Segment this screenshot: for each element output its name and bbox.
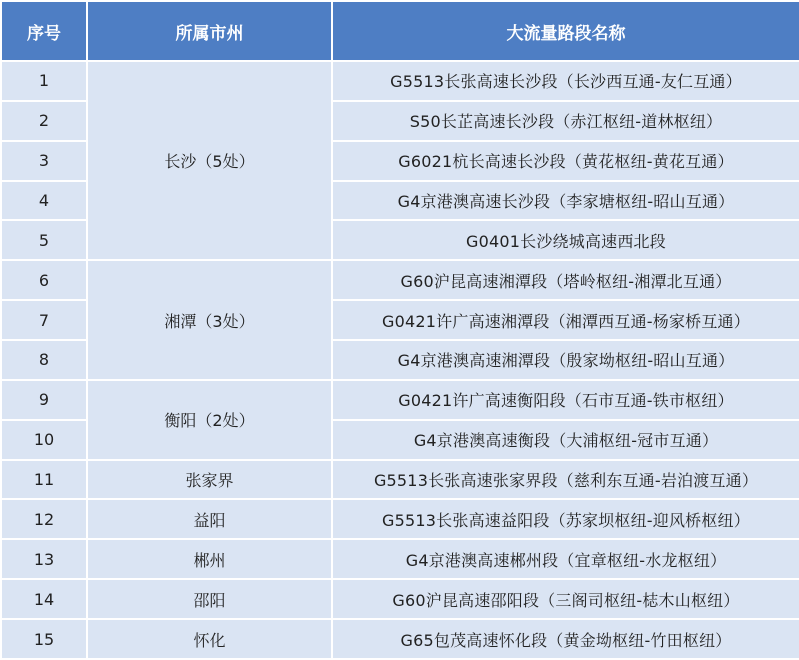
row-number: 12: [1, 499, 87, 539]
route-name: G4京港澳高速长沙段（李家塘枢纽-昭山互通）: [332, 181, 799, 221]
route-name: G4京港澳高速衡段（大浦枢纽-冠市互通）: [332, 420, 799, 460]
route-name: G0401长沙绕城高速西北段: [332, 220, 799, 260]
route-name: G0421许广高速衡阳段（石市互通-铁市枢纽）: [332, 380, 799, 420]
route-name: G0421许广高速湘潭段（湘潭西互通-杨家桥互通）: [332, 300, 799, 340]
city-cell: 湘潭（3处）: [87, 260, 332, 380]
row-number: 15: [1, 619, 87, 659]
header-route: 大流量路段名称: [332, 1, 799, 61]
row-number: 5: [1, 220, 87, 260]
city-cell: 长沙（5处）: [87, 61, 332, 260]
row-number: 10: [1, 420, 87, 460]
city-cell: 衡阳（2处）: [87, 380, 332, 460]
route-name: G4京港澳高速郴州段（宜章枢纽-水龙枢纽）: [332, 539, 799, 579]
route-name: G6021杭长高速长沙段（黄花枢纽-黄花互通）: [332, 141, 799, 181]
row-number: 8: [1, 340, 87, 380]
header-city: 所属市州: [87, 1, 332, 61]
table-body: [1, 61, 799, 659]
table-row: [1, 499, 799, 539]
table-row: [1, 539, 799, 579]
city-cell: 张家界: [87, 460, 332, 500]
route-name: G60沪昆高速邵阳段（三阁司枢纽-梽木山枢纽）: [332, 579, 799, 619]
city-cell: 怀化: [87, 619, 332, 659]
row-number: 2: [1, 101, 87, 141]
table-row: [1, 619, 799, 659]
route-name: G5513长张高速长沙段（长沙西互通-友仁互通）: [332, 61, 799, 101]
table-row: [1, 380, 799, 420]
row-number: 1: [1, 61, 87, 101]
table-row: [1, 460, 799, 500]
table-row: [1, 61, 799, 101]
row-number: 11: [1, 460, 87, 500]
table-row: [1, 260, 799, 300]
route-name: G60沪昆高速湘潭段（塔岭枢纽-湘潭北互通）: [332, 260, 799, 300]
route-name: G5513长张高速益阳段（苏家坝枢纽-迎风桥枢纽）: [332, 499, 799, 539]
row-number: 3: [1, 141, 87, 181]
row-number: 6: [1, 260, 87, 300]
city-cell: 益阳: [87, 499, 332, 539]
row-number: 4: [1, 181, 87, 221]
route-name: G4京港澳高速湘潭段（殷家坳枢纽-昭山互通）: [332, 340, 799, 380]
city-cell: 邵阳: [87, 579, 332, 619]
header-row: [1, 1, 799, 61]
row-number: 9: [1, 380, 87, 420]
route-name: S50长芷高速长沙段（赤江枢纽-道林枢纽）: [332, 101, 799, 141]
route-name: G5513长张高速张家界段（慈利东互通-岩泊渡互通）: [332, 460, 799, 500]
row-number: 7: [1, 300, 87, 340]
header-no: 序号: [1, 1, 87, 61]
row-number: 13: [1, 539, 87, 579]
city-cell: 郴州: [87, 539, 332, 579]
route-name: G65包茂高速怀化段（黄金坳枢纽-竹田枢纽）: [332, 619, 799, 659]
table-row: [1, 579, 799, 619]
row-number: 14: [1, 579, 87, 619]
